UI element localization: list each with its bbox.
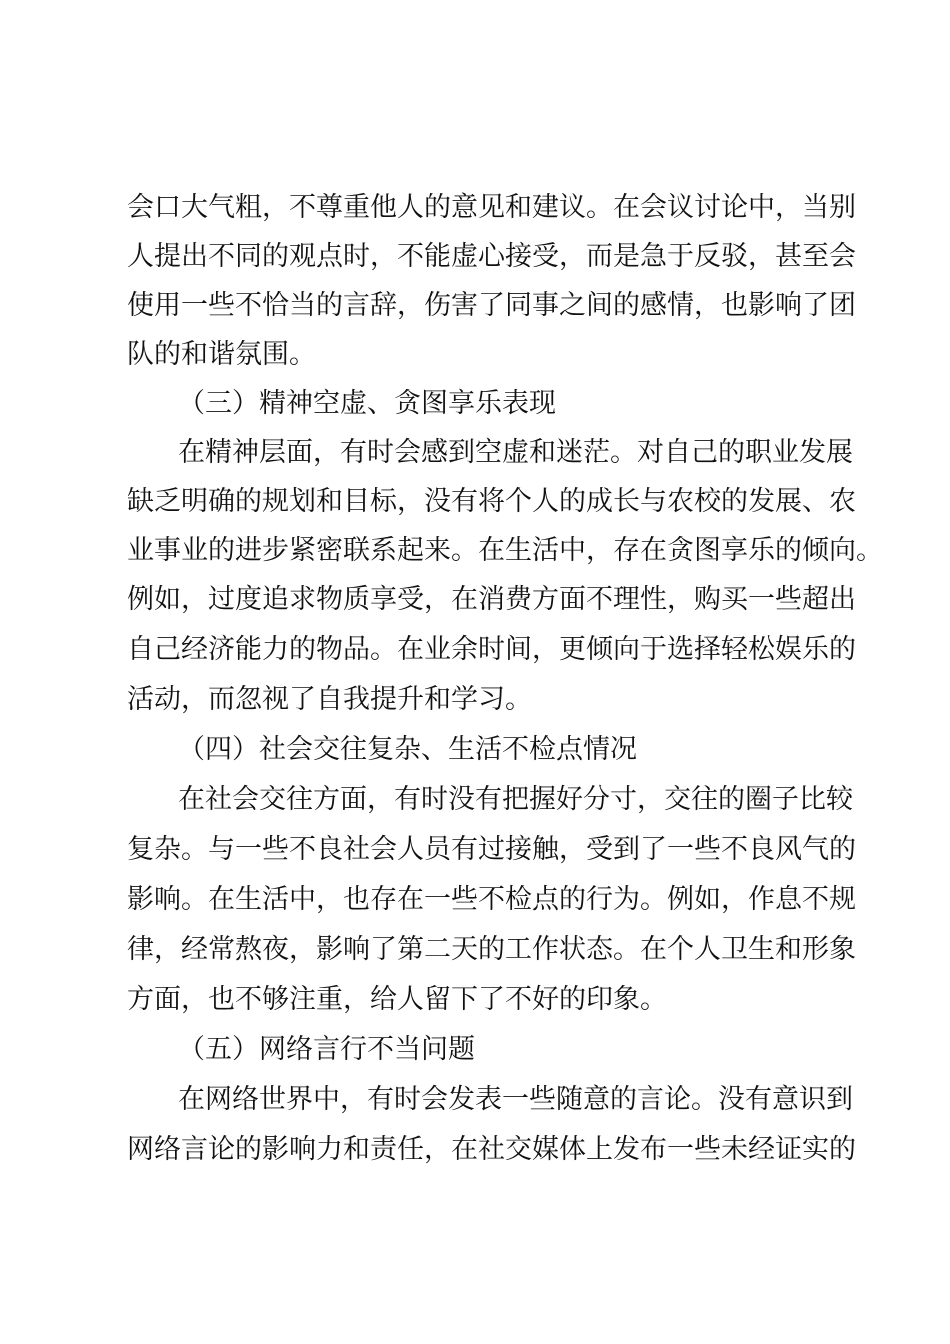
section-heading: （五）网络言行不当问题 [178, 1034, 475, 1065]
paragraph-line: 方面，也不够注重，给人留下了不好的印象。 [127, 984, 667, 1015]
paragraph-line: 复杂。与一些不良社会人员有过接触，受到了一些不良风气的 [127, 834, 856, 865]
paragraph-line: 缺乏明确的规划和目标，没有将个人的成长与农校的发展、农 [127, 486, 856, 517]
paragraph-line: 网络言论的影响力和责任，在社交媒体上发布一些未经证实的 [127, 1134, 856, 1165]
paragraph-line: 人提出不同的观点时，不能虚心接受，而是急于反驳，甚至会 [127, 241, 856, 272]
section-heading: （三）精神空虚、贪图享乐表现 [178, 388, 556, 419]
section-heading: （四）社会交往复杂、生活不检点情况 [178, 734, 637, 765]
paragraph-line: 队的和谐氛围。 [127, 339, 316, 370]
paragraph-line: 在社会交往方面，有时没有把握好分寸，交往的圈子比较 [178, 784, 853, 815]
paragraph-line: 影响。在生活中，也存在一些不检点的行为。例如，作息不规 [127, 884, 856, 915]
paragraph-line: 律，经常熬夜，影响了第二天的工作状态。在个人卫生和形象 [127, 934, 856, 965]
paragraph-line: 在网络世界中，有时会发表一些随意的言论。没有意识到 [178, 1084, 853, 1115]
paragraph-line: 活动，而忽视了自我提升和学习。 [127, 684, 532, 715]
paragraph-line: 使用一些不恰当的言辞，伤害了同事之间的感情，也影响了团 [127, 290, 856, 321]
paragraph-line: 在精神层面，有时会感到空虚和迷茫。对自己的职业发展 [178, 437, 853, 468]
paragraph-line: 会口大气粗，不尊重他人的意见和建议。在会议讨论中，当别 [127, 192, 856, 223]
paragraph-line: 例如，过度追求物质享受，在消费方面不理性，购买一些超出 [127, 584, 856, 615]
paragraph-line: 自己经济能力的物品。在业余时间，更倾向于选择轻松娱乐的 [127, 634, 856, 665]
paragraph-line: 业事业的进步紧密联系起来。在生活中，存在贪图享乐的倾向。 [127, 535, 883, 566]
